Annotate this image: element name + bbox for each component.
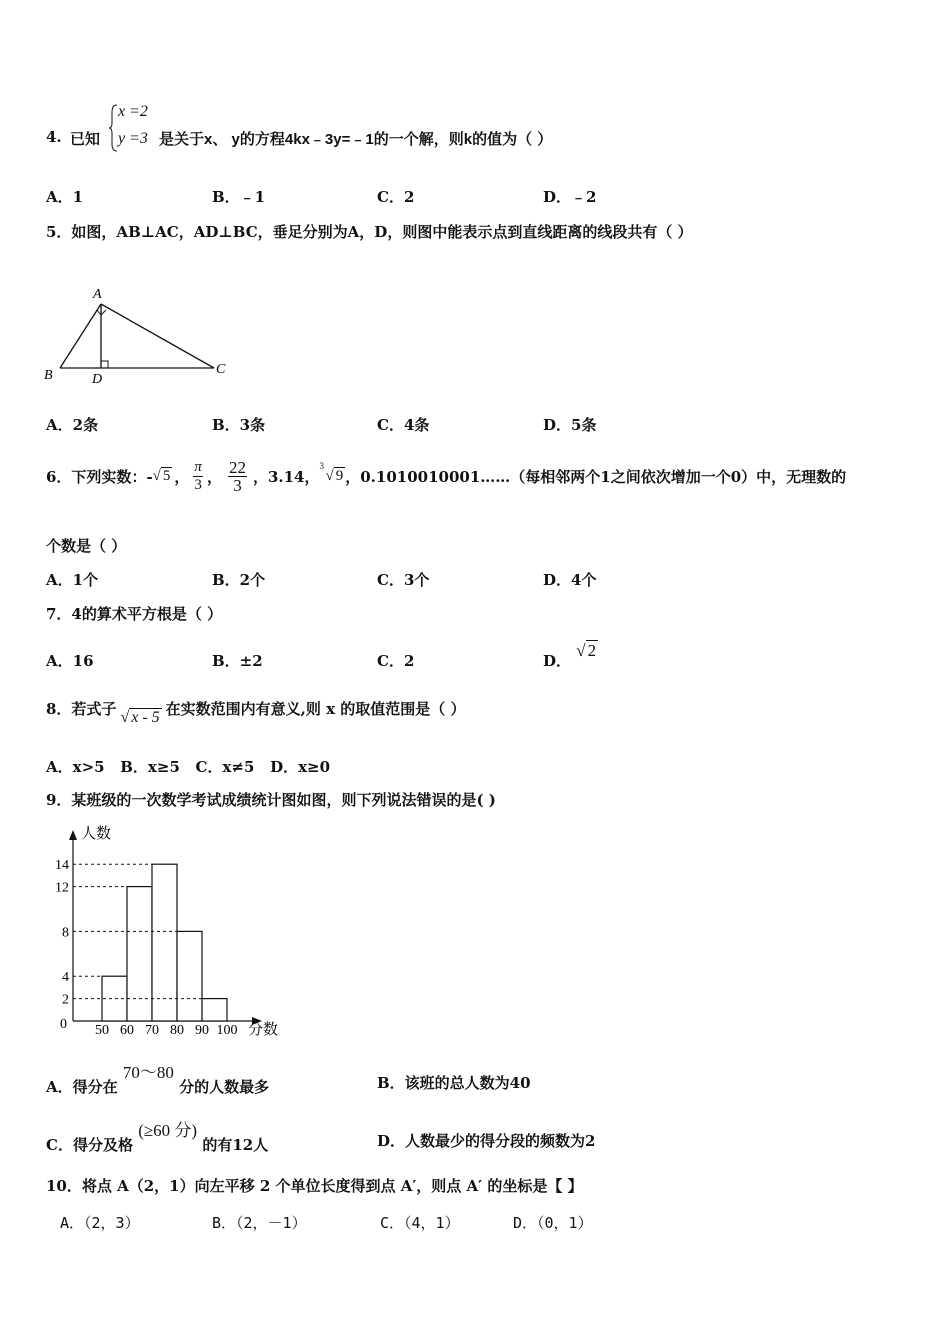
y-tick-14: 14	[55, 858, 69, 874]
q7-option-b[interactable]: B．±2	[212, 652, 263, 670]
q9-option-c[interactable]: C．得分及格 (≥60 分) 的有12人	[46, 1121, 269, 1154]
q6-option-a[interactable]: A．1个	[46, 571, 99, 589]
system-line-1: x =2	[118, 103, 148, 120]
q10-option-d[interactable]: D．（0，1）	[513, 1214, 593, 1232]
cube-root-9: 3 √ 9	[319, 461, 344, 484]
label-d: D	[92, 372, 103, 387]
q5-option-c[interactable]: C．4条	[377, 416, 430, 434]
y-tick-12: 12	[55, 880, 69, 896]
question-4	[46, 100, 926, 160]
q10-option-a[interactable]: A．（2，3）	[60, 1214, 140, 1232]
question-number: 4.	[46, 128, 62, 146]
histogram-chart	[40, 822, 300, 1044]
sqrt-5: √ 5	[152, 468, 171, 484]
q6-option-c[interactable]: C．3个	[377, 571, 430, 589]
sqrt-x-minus-5: √ x - 5	[120, 709, 160, 726]
brace-icon	[108, 104, 118, 152]
q4-option-c[interactable]: C．2	[377, 188, 415, 206]
triangle-figure	[40, 282, 240, 387]
system-line-2: y =3	[118, 130, 148, 147]
label-a: A	[93, 287, 102, 302]
q5-option-b[interactable]: B．3条	[212, 416, 266, 434]
q10-option-b[interactable]: B．（2，－1）	[212, 1214, 307, 1232]
x-tick-100: 100	[216, 1023, 238, 1038]
sqrt-2: √ 2	[576, 641, 597, 660]
x-tick-50: 50	[95, 1023, 109, 1038]
question-text: 是关于x、 y的方程4kx﹣3y=﹣1的一个解，则k的值为（ ）	[159, 130, 553, 148]
q6-option-b[interactable]: B．2个	[212, 571, 266, 589]
x-axis-label: 分数	[248, 1022, 279, 1038]
q6-option-d[interactable]: D．4个	[543, 571, 597, 589]
question-lead: 已知	[70, 130, 101, 148]
x-tick-90: 90	[195, 1023, 209, 1038]
x-tick-70: 70	[145, 1023, 159, 1038]
q5-option-d[interactable]: D．5条	[543, 416, 597, 434]
y-tick-4: 4	[62, 970, 69, 986]
fraction-22-over-3: $\frac{22}{3}$	[228, 457, 246, 495]
q4-option-d[interactable]: D．﹣2	[543, 188, 597, 206]
question-6-line-2: 个数是（ ）	[46, 537, 127, 555]
q5-option-a[interactable]: A．2条	[46, 416, 99, 434]
question-9-text: 9．某班级的一次数学考试成绩统计图如图，则下列说法错误的是( )	[46, 791, 496, 809]
q8-options[interactable]: A．x>5 B．x≥5 C．x≠5 D．x≥0	[46, 758, 331, 776]
x-tick-80: 80	[170, 1023, 184, 1038]
bar-70-80	[152, 864, 177, 1021]
q9-option-d[interactable]: D．人数最少的得分段的频数为2	[377, 1132, 596, 1150]
question-5-text: 5．如图，AB⊥AC，AD⊥BC，垂足分别为A，D，则图中能表示点到直线距离的线段共有（ ）	[46, 223, 693, 241]
fraction-pi-over-3: $\frac{\pi}{3}$	[194, 458, 202, 493]
origin-label: 0	[60, 1017, 67, 1032]
question-10-text: 10．将点 A（2，1）向左平移 2 个单位长度得到点 A′，则点 A′ 的坐标是【 】	[46, 1177, 583, 1195]
question-6-line-1: 6．下列实数：- √ 5 ， $\frac{\pi}{3}$ ， $\frac{22}{3}$ ，3.14， 3 √ 9 ，0.1010010001……（每相邻两个1之间依次增加一个0）中，无理数的	[46, 457, 847, 495]
bar-90-100	[202, 999, 227, 1021]
q7-option-d[interactable]: D． √ 2	[543, 641, 597, 670]
y-tick-8: 8	[62, 925, 69, 941]
y-axis-arrow-icon	[69, 830, 77, 840]
q10-option-c[interactable]: C．（4，1）	[380, 1214, 460, 1232]
bar-80-90	[177, 931, 202, 1021]
q4-option-a[interactable]: A．1	[46, 188, 84, 206]
question-7-text: 7．4的算术平方根是（ ）	[46, 605, 223, 623]
y-tick-2: 2	[62, 992, 69, 1008]
q7-option-a[interactable]: A．16	[46, 652, 94, 670]
x-tick-60: 60	[120, 1023, 134, 1038]
label-c: C	[216, 362, 226, 377]
question-8-text: 8．若式子 √ x - 5 在实数范围内有意义,则 x 的取值范围是（ ）	[46, 700, 466, 726]
label-b: B	[44, 368, 53, 383]
q9-option-a[interactable]: A．得分在 70～80 分的人数最多	[46, 1063, 270, 1096]
y-axis-label: 人数	[81, 826, 112, 842]
q9-option-b[interactable]: B．该班的总人数为40	[377, 1074, 531, 1092]
q7-option-c[interactable]: C．2	[377, 652, 415, 670]
bar-60-70	[127, 887, 152, 1021]
q4-option-b[interactable]: B．﹣1	[212, 188, 266, 206]
